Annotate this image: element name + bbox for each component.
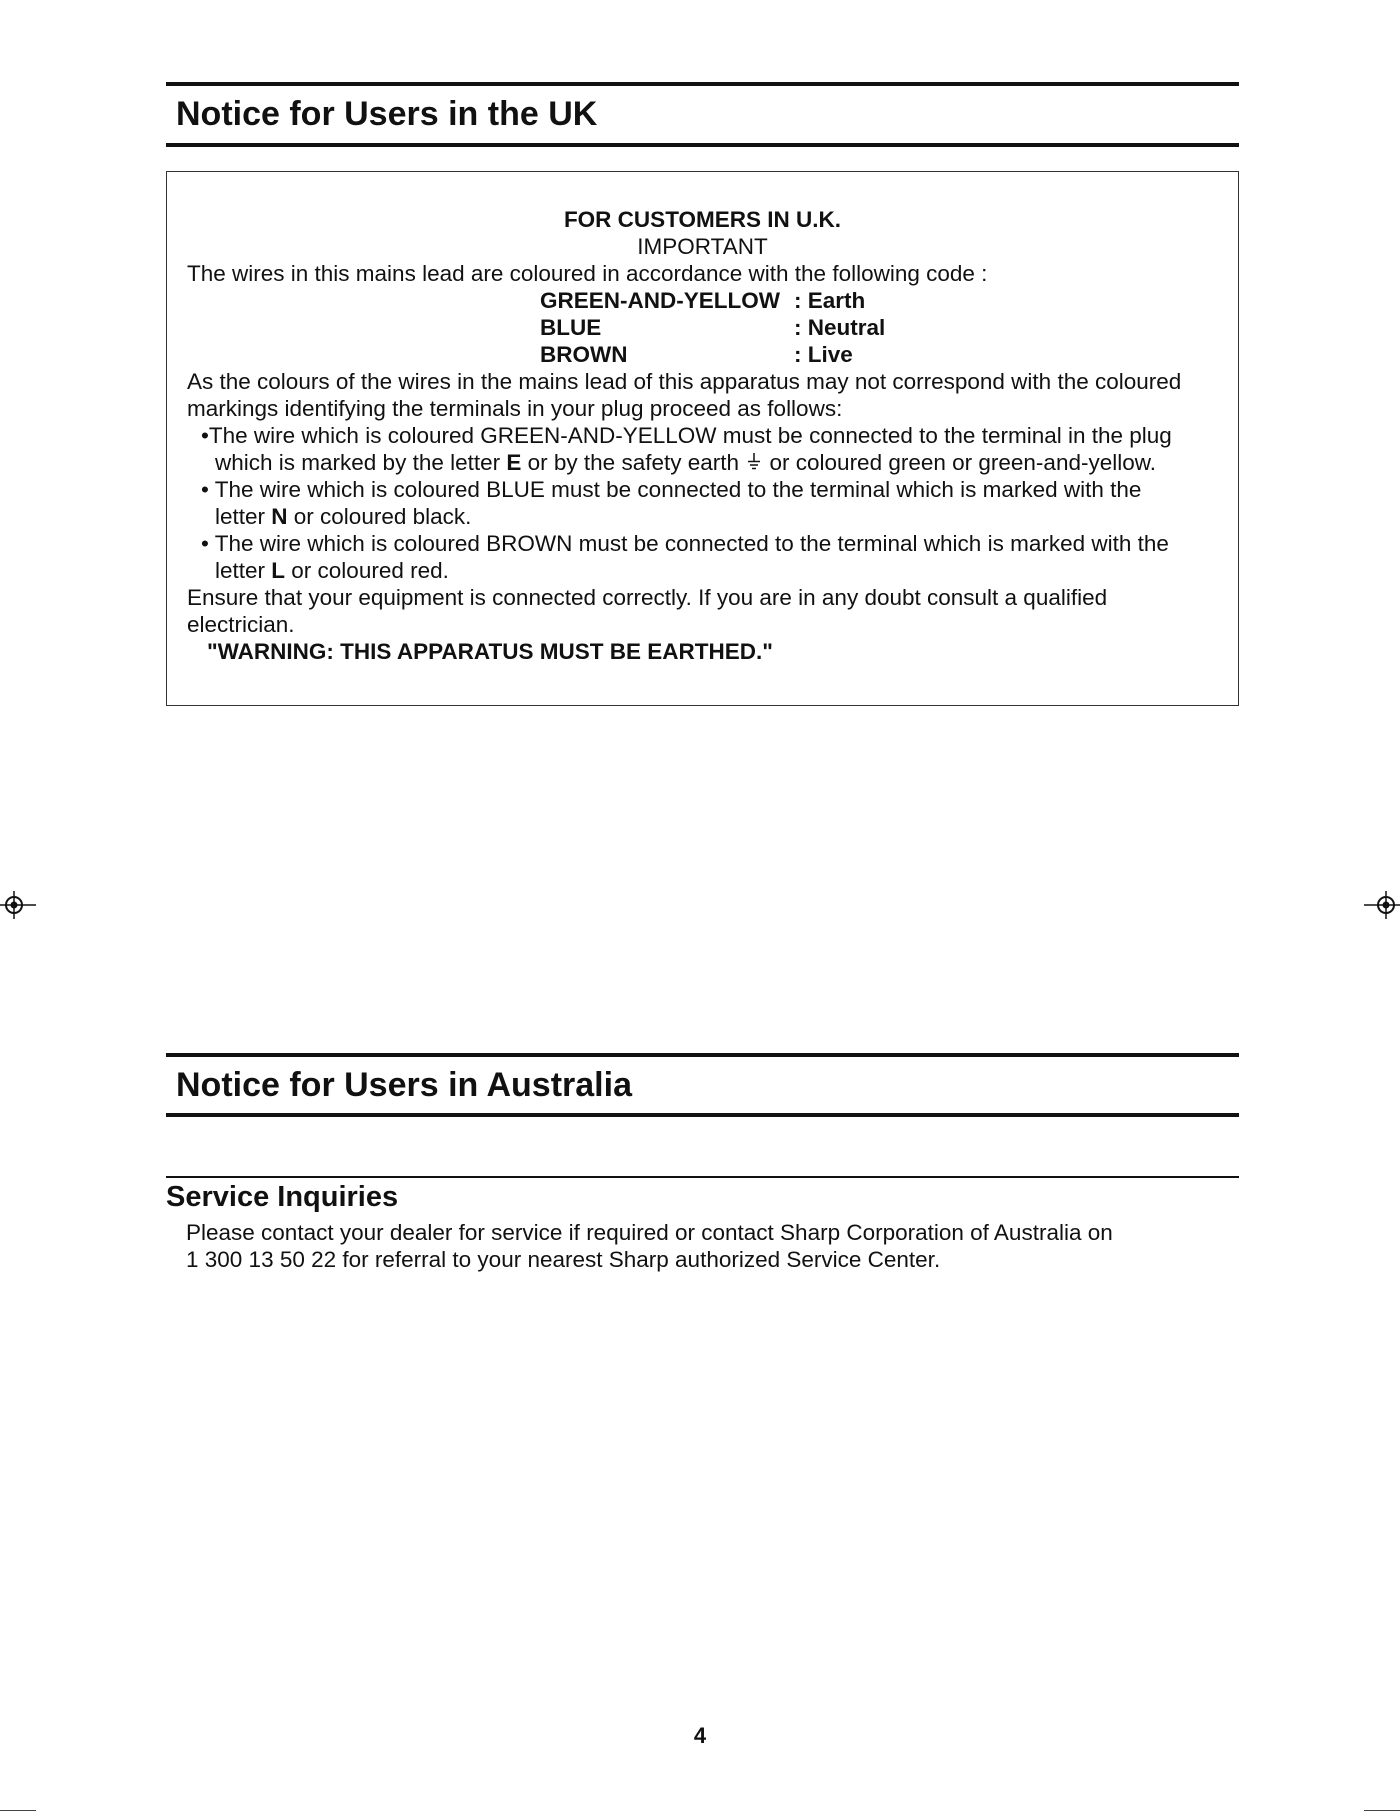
page-number: 4 [693,1723,707,1748]
registration-mark-icon [0,887,36,923]
australia-section-heading: Notice for Users in Australia [176,1066,632,1104]
service-inquiries-heading: Service Inquiries [166,1181,399,1213]
bullet-earth-line-2 [215,449,1156,478]
bullet-glyph: • [201,477,209,502]
uk-heading-bottom-rule [166,143,1239,147]
crop-mark-left [0,1810,36,1811]
service-inquiries-line-1: Please contact your dealer for service if required or contact Sharp Corporation of Australia on [186,1220,1113,1245]
bullet-earth-line-1 [201,422,1172,449]
uk-section-heading: Notice for Users in the UK [176,95,598,133]
bullet-live-pre: letter [215,558,272,583]
australia-heading-top-rule [166,1053,1239,1057]
wire-color-neutral: BLUE [540,315,602,340]
wire-function-live: : Live [794,342,853,367]
bullet-live-line-1 [201,530,1169,557]
ensure-correct-line-2: electrician. [187,612,295,637]
bullet-live-text: The wire which is coloured BROWN must be connected to the terminal which is marked with the [214,531,1169,556]
bullet-glyph: • [201,531,209,556]
bullet-neutral-text: The wire which is coloured BLUE must be connected to the terminal which is marked with the [214,477,1142,502]
ensure-correct-line-1: Ensure that your equipment is connected correctly. If you are in any doubt consult a qualified [187,585,1108,610]
bullet-earth-pre: which is marked by the letter [215,450,507,475]
wire-code-intro: The wires in this mains lead are coloured in accordance with the following code : [187,261,988,286]
earth-ground-symbol-icon [747,451,761,478]
bullet-earth-post: or coloured green or green-and-yellow. [763,450,1156,475]
bullet-neutral-line-2 [215,503,471,530]
letter-n: N [271,504,288,529]
earthing-warning: "WARNING: THIS APPARATUS MUST BE EARTHED." [207,639,773,664]
wire-color-live: BROWN [540,342,628,367]
service-top-rule [166,1176,1239,1178]
colour-mismatch-line-2: markings identifying the terminals in your plug proceed as follows: [187,396,843,421]
bullet-earth-text: The wire which is coloured GREEN-AND-YELLOW must be connected to the terminal in the plug [208,423,1172,448]
wire-color-earth: GREEN-AND-YELLOW [540,288,780,313]
bullet-neutral-line-1 [201,476,1141,503]
service-inquiries-line-2: 1 300 13 50 22 for referral to your nearest Sharp authorized Service Center. [186,1247,941,1272]
letter-e: E [506,450,522,475]
bullet-live-post: or coloured red. [285,558,449,583]
bullet-earth-mid: or by the safety earth [521,450,746,475]
bullet-live-line-2 [215,557,449,584]
bullet-neutral-pre: letter [215,504,272,529]
wire-function-earth: : Earth [794,288,866,313]
colour-mismatch-line-1: As the colours of the wires in the mains lead of this apparatus may not correspond with the coloured [187,369,1182,394]
bullet-neutral-post: or coloured black. [287,504,472,529]
uk-heading-top-rule [166,82,1239,86]
crop-mark-right [1364,1810,1400,1811]
letter-l: L [271,558,286,583]
wire-function-neutral: : Neutral [794,315,886,340]
uk-box-subtitle: IMPORTANT [637,234,768,259]
bullet-glyph: • [201,423,209,448]
australia-heading-bottom-rule [166,1113,1239,1117]
uk-box-title: FOR CUSTOMERS IN U.K. [563,207,842,232]
registration-mark-icon [1364,887,1400,923]
uk-notice-box [166,171,1239,706]
